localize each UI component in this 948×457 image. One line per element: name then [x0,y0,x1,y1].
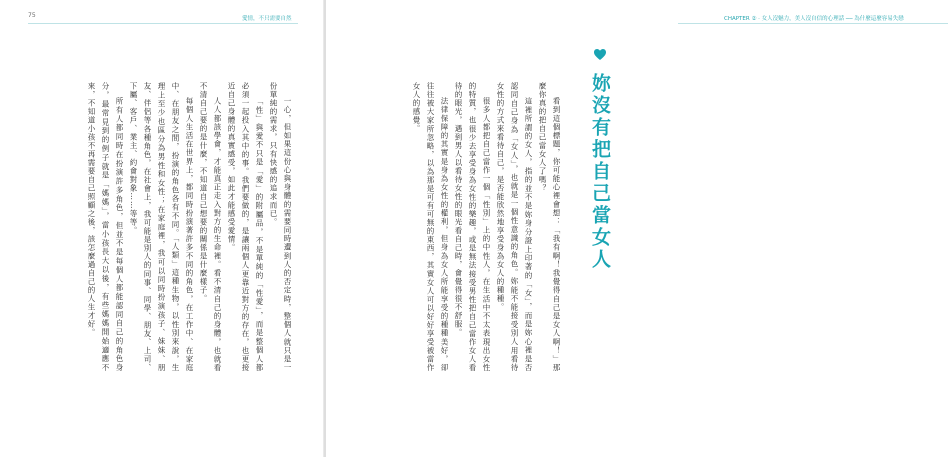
left-paragraph: 每個人生活在世界上，都同時扮演著許多不同的角色，在工作中、在家庭中、在朋友之間，扮演的角色各有不同。「人類」這種生物，以性別來說，生理上至少也區分為男性和女性；在家庭裡，我可以同時扮演孩子、妹妹、朋友、伴侶等各種角色，在社會上，我可能是別人的同事、同學、朋友、上司、下屬、客戶、業主、約會對象……等等。 [129,82,194,372]
right-paragraph: 法律保障的其實是身為女性的權利，但身為女人所能享受的種種美好，卻往往被大家所忽略，以為那是可有可無的東西，其實女人可以好好享受被當作女人的感覺。 [412,82,449,372]
left-header-rule [28,23,298,24]
right-body-text [380,82,563,372]
left-running-header: 愛情，不只需要自然 [242,16,292,22]
right-paragraph: 看到這個標題，你可能心裡會想：「我有啊！我覺得自己是女人啊！」那麼你真的把自己當女人了嗎？ [538,82,561,372]
right-paragraph: 這裡所謂的女人，指的並不是妳身分證上印著的「女」，而是妳心裡是否認同自己身為「女人」，也就是一個性意識的角色。妳能不能接受別人用看待女性的方式來看待自己，是否能欣然地享受身為女人的種種。 [496,82,533,372]
heart-icon [593,48,607,62]
right-running-header: CHAPTER ② ‧ 女人沒魅力，美人沒自信的心理話 ── 為什麼這麼容易失戀 [724,16,904,22]
left-body-text [58,82,294,372]
page-number-left: 75 [28,12,36,19]
left-page [0,0,324,457]
left-paragraph: 一心，但如果這份心與身體的需要同時遭到人的否定時，整個人就只是一份單純的需求，只有快感的追求而已。 [269,82,292,372]
chapter-title: 妳沒有把自己當女人 [589,73,611,271]
left-paragraph: 所有人都同時在扮演許多角色，但並不是每個人都能認同自己的角色身分，最常見到的例子就是「媽媽」，當小孩長大以後，有些媽媽開始適應不來，不知道小孩不再需要自己照顧之後，該怎麼過自己的人生才好。 [87,82,124,372]
left-paragraph: 人人都該學會，才能真正走入對方的生命裡。看不清自己的身體，也就看不清自己要的是什麼，不知道自己想要的關係是什麼樣子。 [199,82,222,372]
right-paragraph: 很多人都把自己當作一個「性別」上的中性人，在生活中不太表現出女性的特質，也很少去享受身為女性的樂趣，或是無法接受男性把自己當作女人看待的眼光，遇到男人以看待女性的眼光看自己時，會覺得很不舒服。 [454,82,491,372]
left-paragraph: 「性」與愛不只是「愛」的附屬品，不是單純的「性愛」，而是整個人都必須一起投入其中的事。我們要做的，是讓兩個人更靠近對方的存在，也更接近自己身體的真實感受，如此才能感受愛情。 [227,82,264,372]
right-header-rule [678,23,948,24]
